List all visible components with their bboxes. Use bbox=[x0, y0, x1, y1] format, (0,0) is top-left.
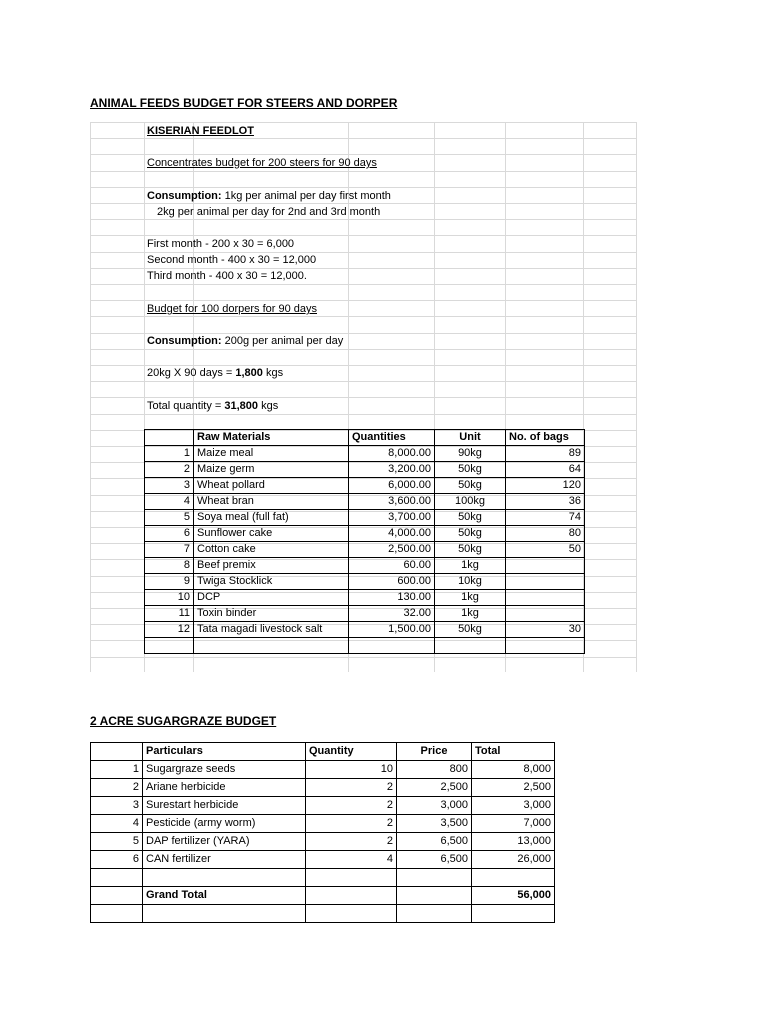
row-number: 1 bbox=[91, 761, 143, 779]
row-quantity: 600.00 bbox=[349, 574, 435, 590]
table-row bbox=[91, 797, 555, 815]
total-suffix: kgs bbox=[258, 400, 279, 412]
row-unit: 50kg bbox=[435, 526, 506, 542]
row-bags: 64 bbox=[506, 462, 585, 478]
header-no bbox=[91, 743, 143, 761]
row-quantity: 8,000.00 bbox=[349, 446, 435, 462]
row-number: 5 bbox=[145, 510, 194, 526]
consumption-label: Consumption: bbox=[147, 190, 222, 202]
header-quantities: Quantities bbox=[349, 430, 435, 446]
row-item: Sugargraze seeds bbox=[143, 761, 306, 779]
row-bags: 50 bbox=[506, 542, 585, 558]
row-unit: 90kg bbox=[435, 446, 506, 462]
raw-materials-table bbox=[144, 429, 585, 654]
row-total: 8,000 bbox=[472, 761, 555, 779]
row-quantity: 2,500.00 bbox=[349, 542, 435, 558]
row-item: Twiga Stocklick bbox=[194, 574, 349, 590]
table-row bbox=[91, 761, 555, 779]
row-unit: 1kg bbox=[435, 590, 506, 606]
row-item: Surestart herbicide bbox=[143, 797, 306, 815]
row-item: Tata magadi livestock salt bbox=[194, 622, 349, 638]
row-number: 11 bbox=[145, 606, 194, 622]
row-unit: 50kg bbox=[435, 510, 506, 526]
table-row bbox=[145, 590, 585, 606]
row-price: 800 bbox=[397, 761, 472, 779]
header-price: Price bbox=[397, 743, 472, 761]
row-price: 3,000 bbox=[397, 797, 472, 815]
header-unit: Unit bbox=[435, 430, 506, 446]
row-item: Cotton cake bbox=[194, 542, 349, 558]
row-bags: 30 bbox=[506, 622, 585, 638]
header-total: Total bbox=[472, 743, 555, 761]
consumption-label-dorper: Consumption: bbox=[147, 335, 222, 347]
row-quantity: 4,000.00 bbox=[349, 526, 435, 542]
row-number: 10 bbox=[145, 590, 194, 606]
table-header-row bbox=[145, 430, 585, 446]
row-item: DAP fertilizer (YARA) bbox=[143, 833, 306, 851]
header-no bbox=[145, 430, 194, 446]
month2-calc: Second month - 400 x 30 = 12,000 bbox=[147, 254, 317, 266]
row-bags bbox=[506, 606, 585, 622]
table-row bbox=[145, 574, 585, 590]
row-quantity: 3,700.00 bbox=[349, 510, 435, 526]
table-row bbox=[145, 462, 585, 478]
row-number: 9 bbox=[145, 574, 194, 590]
row-bags bbox=[506, 558, 585, 574]
row-unit: 50kg bbox=[435, 542, 506, 558]
row-quantity: 2 bbox=[306, 833, 397, 851]
row-item: Soya meal (full fat) bbox=[194, 510, 349, 526]
row-total: 13,000 bbox=[472, 833, 555, 851]
row-item: Toxin binder bbox=[194, 606, 349, 622]
row-bags bbox=[506, 590, 585, 606]
dorper-calc-suffix: kgs bbox=[262, 367, 284, 379]
consumption-dorper bbox=[147, 333, 343, 349]
row-quantity: 2 bbox=[306, 815, 397, 833]
steers-budget-heading: Concentrates budget for 200 steers for 90 days bbox=[147, 157, 377, 169]
row-number: 2 bbox=[145, 462, 194, 478]
row-unit: 50kg bbox=[435, 478, 506, 494]
row-bags: 80 bbox=[506, 526, 585, 542]
grand-total-label: Grand Total bbox=[143, 887, 306, 905]
grid-line bbox=[636, 122, 637, 672]
consumption-dorper-value: 200g per animal per day bbox=[224, 335, 344, 347]
row-total: 7,000 bbox=[472, 815, 555, 833]
row-quantity: 1,500.00 bbox=[349, 622, 435, 638]
row-quantity: 3,200.00 bbox=[349, 462, 435, 478]
table-row bbox=[145, 446, 585, 462]
row-quantity: 4 bbox=[306, 851, 397, 869]
total-prefix: Total quantity = bbox=[147, 400, 225, 412]
row-number: 5 bbox=[91, 833, 143, 851]
section2-title: 2 ACRE SUGARGRAZE BUDGET bbox=[90, 714, 277, 728]
table-row bbox=[91, 779, 555, 797]
row-unit: 50kg bbox=[435, 462, 506, 478]
row-bags: 89 bbox=[506, 446, 585, 462]
row-number: 12 bbox=[145, 622, 194, 638]
month3-calc: Third month - 400 x 30 = 12,000. bbox=[147, 270, 307, 282]
row-quantity: 10 bbox=[306, 761, 397, 779]
table-row bbox=[145, 510, 585, 526]
table-empty-row bbox=[145, 638, 585, 654]
row-quantity: 6,000.00 bbox=[349, 478, 435, 494]
table-row bbox=[145, 478, 585, 494]
month1-calc: First month - 200 x 30 = 6,000 bbox=[147, 238, 295, 250]
grand-total-row bbox=[91, 887, 555, 905]
grid-line bbox=[90, 284, 636, 285]
row-item: Beef premix bbox=[194, 558, 349, 574]
row-number: 8 bbox=[145, 558, 194, 574]
table-row bbox=[91, 851, 555, 869]
row-number: 4 bbox=[91, 815, 143, 833]
row-quantity: 130.00 bbox=[349, 590, 435, 606]
table-row bbox=[145, 526, 585, 542]
grid-line bbox=[90, 657, 636, 658]
grand-total-value: 56,000 bbox=[472, 887, 555, 905]
row-unit: 1kg bbox=[435, 606, 506, 622]
row-bags bbox=[506, 574, 585, 590]
table-header-row bbox=[91, 743, 555, 761]
row-number: 6 bbox=[145, 526, 194, 542]
row-number: 3 bbox=[91, 797, 143, 815]
header-quantity: Quantity bbox=[306, 743, 397, 761]
table-row bbox=[91, 815, 555, 833]
consumption-steers bbox=[147, 188, 391, 204]
row-number: 2 bbox=[91, 779, 143, 797]
row-quantity: 2 bbox=[306, 797, 397, 815]
consumption-steers-value: 1kg per animal per day first month bbox=[224, 190, 391, 202]
row-unit: 1kg bbox=[435, 558, 506, 574]
header-particulars: Particulars bbox=[143, 743, 306, 761]
table-row bbox=[145, 494, 585, 510]
dorper-calc bbox=[147, 365, 283, 381]
row-item: Maize germ bbox=[194, 462, 349, 478]
table-empty-row bbox=[91, 905, 555, 923]
row-price: 6,500 bbox=[397, 833, 472, 851]
row-item: Maize meal bbox=[194, 446, 349, 462]
table-row bbox=[145, 542, 585, 558]
sugargraze-table bbox=[90, 742, 555, 923]
row-total: 26,000 bbox=[472, 851, 555, 869]
total-quantity bbox=[147, 398, 278, 414]
row-item: Wheat bran bbox=[194, 494, 349, 510]
row-number: 1 bbox=[145, 446, 194, 462]
row-total: 3,000 bbox=[472, 797, 555, 815]
consumption-steers-2: 2kg per animal per day for 2nd and 3rd month bbox=[157, 206, 381, 218]
dorper-calc-value: 1,800 bbox=[235, 367, 263, 379]
row-number: 7 bbox=[145, 542, 194, 558]
table-row bbox=[145, 606, 585, 622]
table-row bbox=[145, 622, 585, 638]
table-empty-row bbox=[91, 869, 555, 887]
row-unit: 50kg bbox=[435, 622, 506, 638]
dorper-calc-prefix: 20kg X 90 days = bbox=[147, 367, 236, 379]
row-item: Sunflower cake bbox=[194, 526, 349, 542]
row-number: 6 bbox=[91, 851, 143, 869]
row-item: DCP bbox=[194, 590, 349, 606]
row-unit: 10kg bbox=[435, 574, 506, 590]
row-quantity: 60.00 bbox=[349, 558, 435, 574]
grid-line bbox=[90, 381, 636, 382]
dorper-budget-heading: Budget for 100 dorpers for 90 days bbox=[147, 303, 317, 315]
header-bags: No. of bags bbox=[506, 430, 585, 446]
grid-line bbox=[90, 122, 91, 672]
section1-title: ANIMAL FEEDS BUDGET FOR STEERS AND DORPER bbox=[90, 96, 398, 110]
row-bags: 36 bbox=[506, 494, 585, 510]
table-row bbox=[91, 833, 555, 851]
row-total: 2,500 bbox=[472, 779, 555, 797]
row-item: Pesticide (army worm) bbox=[143, 815, 306, 833]
farm-name: KISERIAN FEEDLOT bbox=[147, 125, 254, 137]
row-number: 3 bbox=[145, 478, 194, 494]
row-bags: 74 bbox=[506, 510, 585, 526]
row-item: CAN fertilizer bbox=[143, 851, 306, 869]
table-row bbox=[145, 558, 585, 574]
row-price: 3,500 bbox=[397, 815, 472, 833]
header-raw-materials: Raw Materials bbox=[194, 430, 349, 446]
row-quantity: 32.00 bbox=[349, 606, 435, 622]
row-bags: 120 bbox=[506, 478, 585, 494]
row-item: Wheat pollard bbox=[194, 478, 349, 494]
row-unit: 100kg bbox=[435, 494, 506, 510]
row-number: 4 bbox=[145, 494, 194, 510]
row-quantity: 2 bbox=[306, 779, 397, 797]
row-item: Ariane herbicide bbox=[143, 779, 306, 797]
row-quantity: 3,600.00 bbox=[349, 494, 435, 510]
row-price: 6,500 bbox=[397, 851, 472, 869]
total-value: 31,800 bbox=[224, 400, 259, 412]
row-price: 2,500 bbox=[397, 779, 472, 797]
